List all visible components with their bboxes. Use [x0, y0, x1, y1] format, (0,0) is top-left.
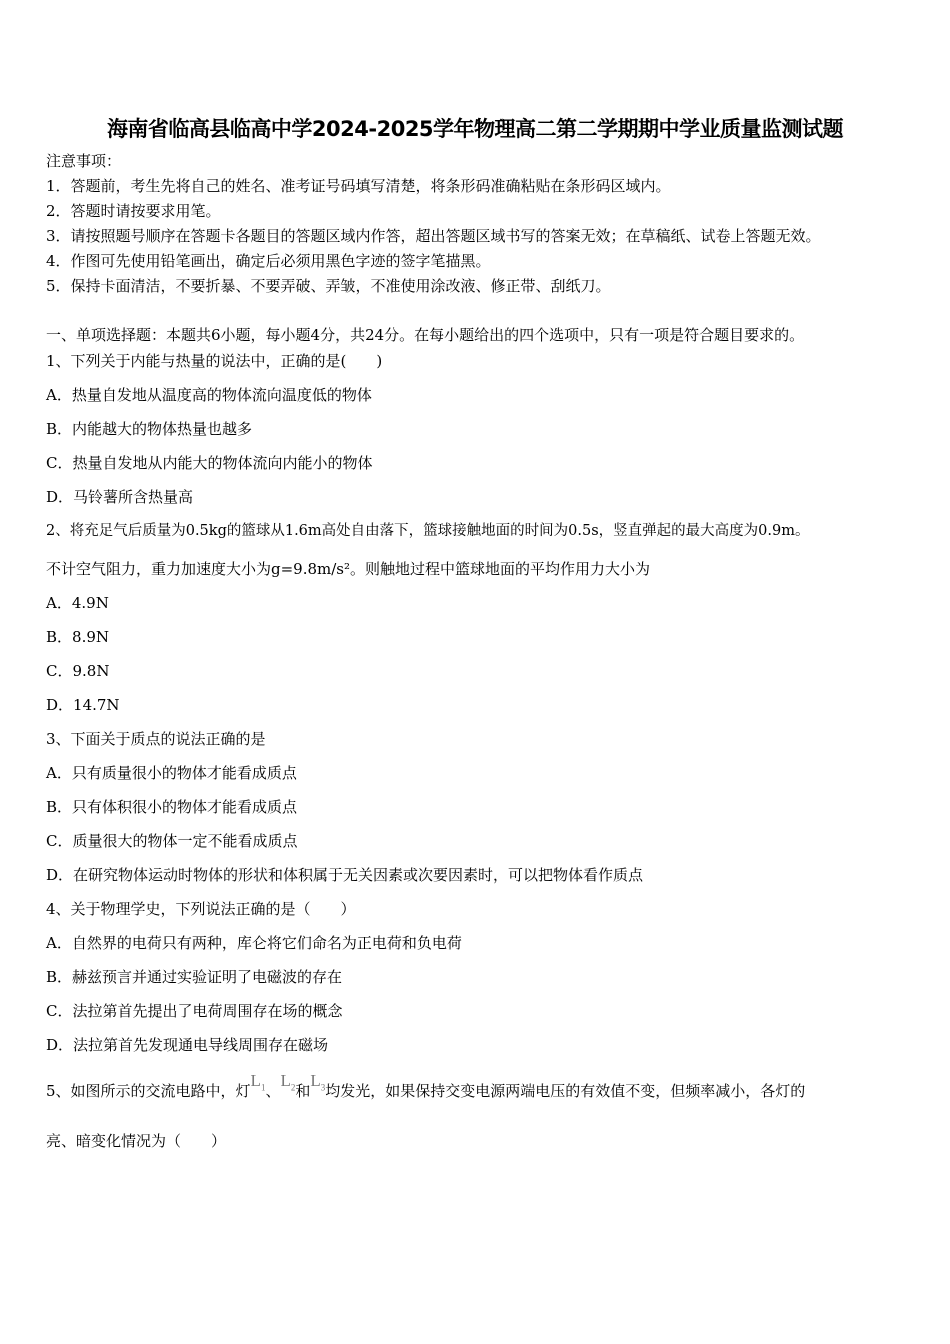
option: A．自然界的电荷只有两种，库仑将它们命名为正电荷和负电荷 — [46, 934, 462, 952]
option: B．8.9N — [46, 628, 110, 646]
lamp-symbol: L — [280, 1071, 291, 1090]
option: C．9.8N — [46, 662, 110, 680]
notice-item: 3．请按照题号顺序在答题卡各题目的答题区域内作答，超出答题区域书写的答案无效；在草稿纸、试卷上答题无效。 — [46, 227, 821, 245]
option: A．热量自发地从温度高的物体流向温度低的物体 — [46, 386, 372, 404]
lamp-subscript: 3 — [320, 1082, 326, 1093]
question-stem: 1、下列关于内能与热量的说法中，正确的是( ) — [46, 352, 383, 370]
question-stem: 3、下面关于质点的说法正确的是 — [46, 730, 266, 748]
notice-item: 5．保持卡面清洁，不要折暴、不要弄破、弄皱，不准使用涂改液、修正带、刮纸刀。 — [46, 277, 611, 295]
notice-heading: 注意事项： — [46, 152, 122, 170]
option: D．马铃薯所含热量高 — [46, 488, 194, 506]
option: D．法拉第首先发现通电导线周围存在磁场 — [46, 1036, 329, 1054]
lamp-subscript: 1 — [260, 1082, 266, 1093]
lamp-l2-label — [280, 1071, 296, 1093]
notice-item: 4．作图可先使用铅笔画出，确定后必须用黑色字迹的签字笔描黑。 — [46, 252, 491, 270]
option: B．只有体积很小的物体才能看成质点 — [46, 798, 298, 816]
stem-text: 和 — [295, 1082, 311, 1100]
notice-item: 2．答题时请按要求用笔。 — [46, 202, 221, 220]
lamp-subscript: 2 — [290, 1082, 296, 1093]
option: B．内能越大的物体热量也越多 — [46, 420, 253, 438]
section-heading: 一、单项选择题：本题共6小题，每小题4分，共24分。在每小题给出的四个选项中，只有一项是符合题目要求的。 — [46, 326, 805, 344]
option: D．14.7N — [46, 696, 120, 714]
lamp-symbol: L — [250, 1071, 261, 1090]
question-stem — [46, 1071, 806, 1107]
question-stem: 亮、暗变化情况为（ ） — [46, 1132, 227, 1150]
question-stem: 2、将充足气后质量为0.5kg的篮球从1.6m高处自由落下，篮球接触地面的时间为0.5s，竖直弹起的最大高度为0.9m。 — [46, 523, 810, 539]
page-title: 海南省临高县临高中学2024-2025学年物理高二第二学期期中学业质量监测试题 — [106, 117, 844, 141]
stem-text: 、 — [265, 1082, 281, 1100]
stem-text: 5、如图所示的交流电路中，灯 — [46, 1082, 251, 1100]
option: C．热量自发地从内能大的物体流向内能小的物体 — [46, 454, 373, 472]
stem-text: 均发光，如果保持交变电源两端电压的有效值不变，但频率减小，各灯的 — [325, 1082, 806, 1100]
lamp-symbol: L — [310, 1071, 321, 1090]
lamp-l3-label — [310, 1071, 326, 1093]
option: B．赫兹预言并通过实验证明了电磁波的存在 — [46, 968, 343, 986]
notice-item: 1．答题前，考生先将自己的姓名、准考证号码填写清楚，将条形码准确粘贴在条形码区域内。 — [46, 177, 671, 195]
option: D．在研究物体运动时物体的形状和体积属于无关因素或次要因素时，可以把物体看作质点 — [46, 866, 644, 884]
option: C．质量很大的物体一定不能看成质点 — [46, 832, 298, 850]
option: A．4.9N — [46, 594, 109, 612]
option: A．只有质量很小的物体才能看成质点 — [46, 764, 297, 782]
option: C．法拉第首先提出了电荷周围存在场的概念 — [46, 1002, 343, 1020]
lamp-l1-label — [250, 1071, 266, 1093]
question-stem: 不计空气阻力，重力加速度大小为g=9.8m/s²。则触地过程中篮球地面的平均作用力大小为 — [46, 560, 651, 578]
question-stem: 4、关于物理学史，下列说法正确的是（ ） — [46, 900, 356, 918]
